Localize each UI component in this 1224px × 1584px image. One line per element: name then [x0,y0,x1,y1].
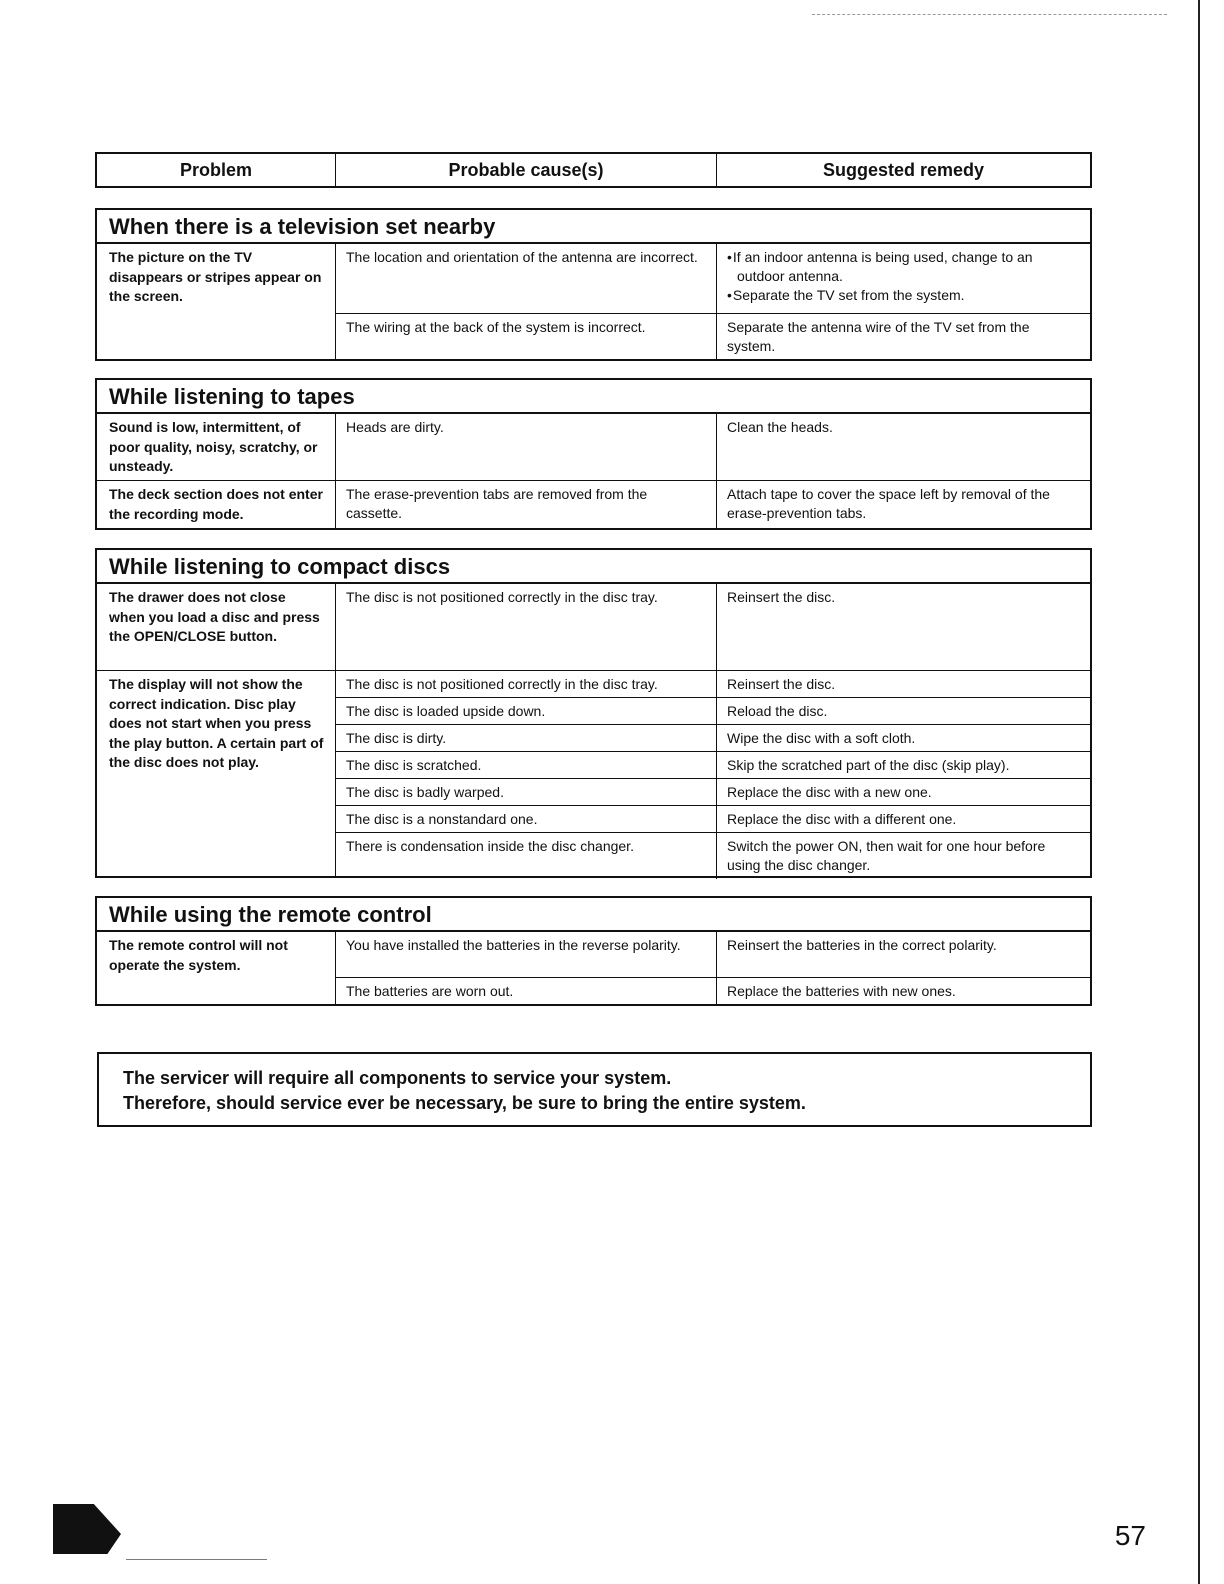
section-remote [95,896,1092,1006]
remedy-text: Skip the scratched part of the disc (skip play). [727,757,1010,773]
section-title: When there is a television set nearby [97,210,1090,243]
cause-text: The batteries are worn out. [336,978,717,1005]
section-tv [95,208,1092,361]
remedy-bullet: • Separate the TV set from the system. [727,286,1080,305]
right-scan-edge [1198,0,1200,1584]
table-row [336,778,1090,805]
table-row [336,481,1090,528]
header-problem: Problem [97,154,336,186]
problem-text: The deck section does not enter the recording mode. [97,481,336,528]
cause-text: Heads are dirty. [336,414,717,480]
scan-smudge [53,1504,121,1554]
table-row [336,751,1090,778]
remedy-text: Replace the disc with a different one. [727,811,957,827]
header-remedy: Suggested remedy [822,159,985,180]
table-row [336,805,1090,832]
section-cd [95,548,1092,878]
table-row [336,832,1090,879]
top-scan-rule [812,14,1167,15]
cause-text: The disc is dirty. [336,725,717,751]
remedy-text: Reinsert the disc. [727,589,836,605]
section-tapes [95,378,1092,530]
remedy-text: Replace the batteries with new ones. [727,983,956,999]
problem-text: The remote control will not operate the system. [97,932,336,1005]
section-title: While listening to compact discs [97,550,1090,583]
problem-text: The drawer does not close when you load a disc and press the OPEN/CLOSE button. [97,584,336,670]
remedy-text: Separate the antenna wire of the TV set from the system. [727,319,1030,354]
section-title: While listening to tapes [97,380,1090,413]
table-row [336,414,1090,480]
remedy-text [717,244,1090,313]
remedy-text: Clean the heads. [727,419,833,435]
table-row [336,671,1090,697]
problem-group [97,670,1090,877]
problem-group [97,583,1090,670]
section-title: While using the remote control [97,898,1090,931]
table-row [336,724,1090,751]
cause-text: The location and orientation of the antenna are incorrect. [336,244,717,313]
notice-line: The servicer will require all components to service your system. [123,1068,672,1088]
notice-line: Therefore, should service ever be necessary, be sure to bring the entire system. [123,1093,806,1113]
table-row [336,244,1090,313]
remedy-text: Replace the disc with a new one. [727,784,932,800]
service-notice [97,1052,1092,1127]
cause-text: The disc is not positioned correctly in the disc tray. [336,584,717,670]
problem-group [97,413,1090,480]
problem-group [97,243,1090,360]
table-row [336,697,1090,724]
problem-group [97,480,1090,528]
table-header [95,152,1092,188]
problem-text: Sound is low, intermittent, of poor quality, noisy, scratchy, or unsteady. [97,414,336,480]
remedy-text: Reload the disc. [727,703,828,719]
cause-text: The disc is scratched. [336,752,717,778]
page-number: 57 [1114,1520,1146,1551]
problem-text: The display will not show the correct indication. Disc play does not start when you press the play button. A certain part of the disc does not play. [97,671,336,877]
header-cause: Probable cause(s) [336,154,717,186]
cause-text: There is condensation inside the disc changer. [336,833,717,879]
table-row [336,313,1090,360]
cause-text: The disc is a nonstandard one. [336,806,717,832]
remedy-text: Reinsert the disc. [727,676,836,692]
table-row [336,977,1090,1005]
remedy-text: Wipe the disc with a soft cloth. [727,730,916,746]
table-row [336,932,1090,977]
remedy-text: Attach tape to cover the space left by removal of the erase-prevention tabs. [727,486,1050,521]
problem-group [97,931,1090,1005]
remedy-text: Switch the power ON, then wait for one hour before using the disc changer. [727,838,1046,873]
remedy-bullet: • If an indoor antenna is being used, change to an [727,248,1080,267]
cause-text: The disc is badly warped. [336,779,717,805]
remedy-text: Reinsert the batteries in the correct polarity. [727,937,997,953]
cause-text: The erase-prevention tabs are removed from the cassette. [336,481,717,528]
cause-text: You have installed the batteries in the reverse polarity. [336,932,717,977]
cause-text: The disc is loaded upside down. [336,698,717,724]
cause-text: The disc is not positioned correctly in the disc tray. [336,671,717,697]
problem-text: The picture on the TV disappears or stripes appear on the screen. [97,244,336,360]
table-row [336,584,1090,670]
footer-rule [126,1559,267,1560]
remedy-bullet-cont: outdoor antenna. [737,268,843,284]
cause-text: The wiring at the back of the system is incorrect. [336,314,717,360]
